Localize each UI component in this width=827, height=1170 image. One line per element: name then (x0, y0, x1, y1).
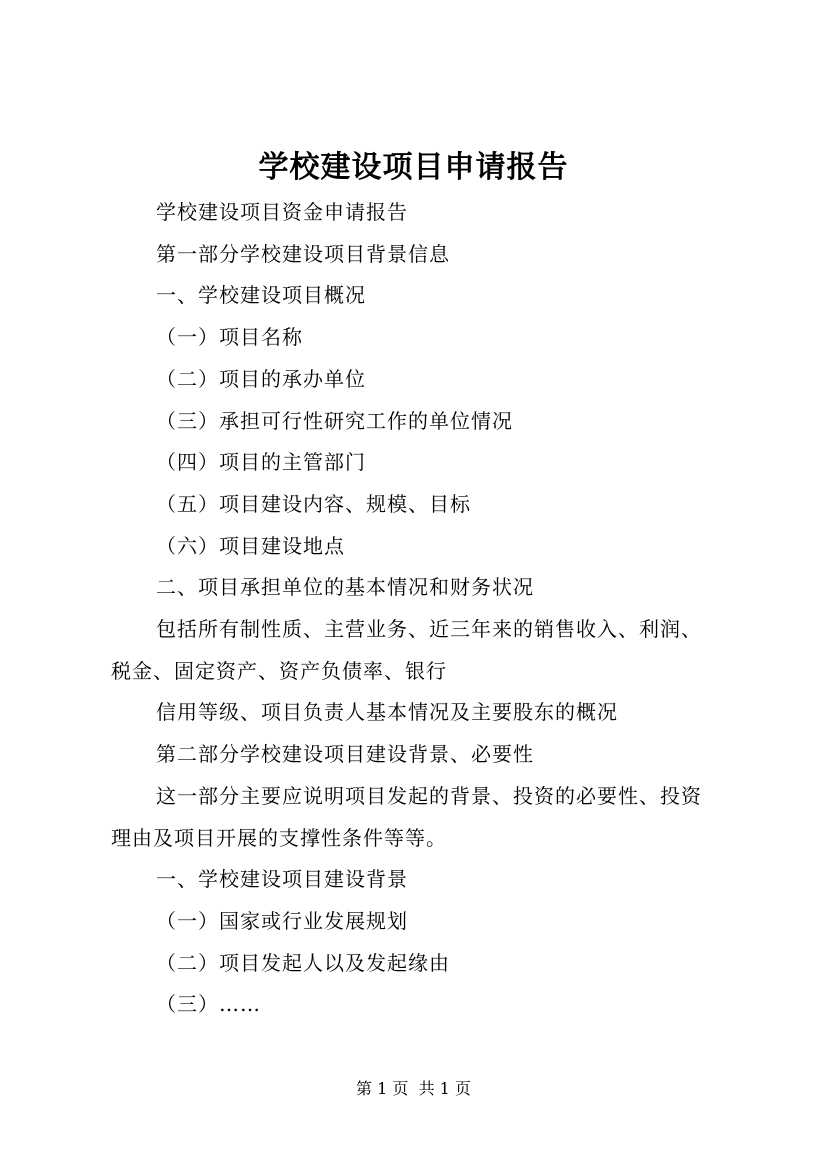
paragraph: 学校建设项目资金申请报告 (156, 200, 408, 224)
paragraph-continuation: 税金、固定资产、资产负债率、银行 (111, 658, 447, 683)
paragraph: 二、项目承担单位的基本情况和财务状况 (156, 575, 534, 600)
paragraph: （二）项目的承办单位 (156, 366, 366, 391)
document-title: 学校建设项目申请报告 (258, 150, 569, 185)
paragraph: （二）项目发起人以及发起缘由 (156, 950, 450, 975)
paragraph: 信用等级、项目负责人基本情况及主要股东的概况 (156, 700, 618, 725)
paragraph-continuation: 理由及项目开展的支撑性条件等等。 (111, 825, 447, 850)
paragraph: （三）承担可行性研究工作的单位情况 (156, 408, 513, 433)
paragraph: 第二部分学校建设项目建设背景、必要性 (156, 742, 534, 767)
paragraph: （三）…… (156, 992, 261, 1017)
paragraph: （四）项目的主管部门 (156, 450, 366, 475)
paragraph: 这一部分主要应说明项目发起的背景、投资的必要性、投资 (156, 783, 702, 808)
paragraph: （五）项目建设内容、规模、目标 (156, 491, 471, 516)
paragraph: 一、学校建设项目建设背景 (156, 867, 408, 892)
page-footer: 第 1 页 共 1 页 (356, 1079, 471, 1098)
document-body (111, 192, 751, 1026)
paragraph: 包括所有制性质、主营业务、近三年来的销售收入、利润、 (156, 617, 702, 642)
paragraph: 一、学校建设项目概况 (156, 283, 366, 308)
paragraph: 第一部分学校建设项目背景信息 (156, 241, 450, 266)
paragraph: （一）国家或行业发展规划 (156, 908, 408, 933)
paragraph: （一）项目名称 (156, 325, 303, 350)
paragraph: （六）项目建设地点 (156, 533, 345, 558)
